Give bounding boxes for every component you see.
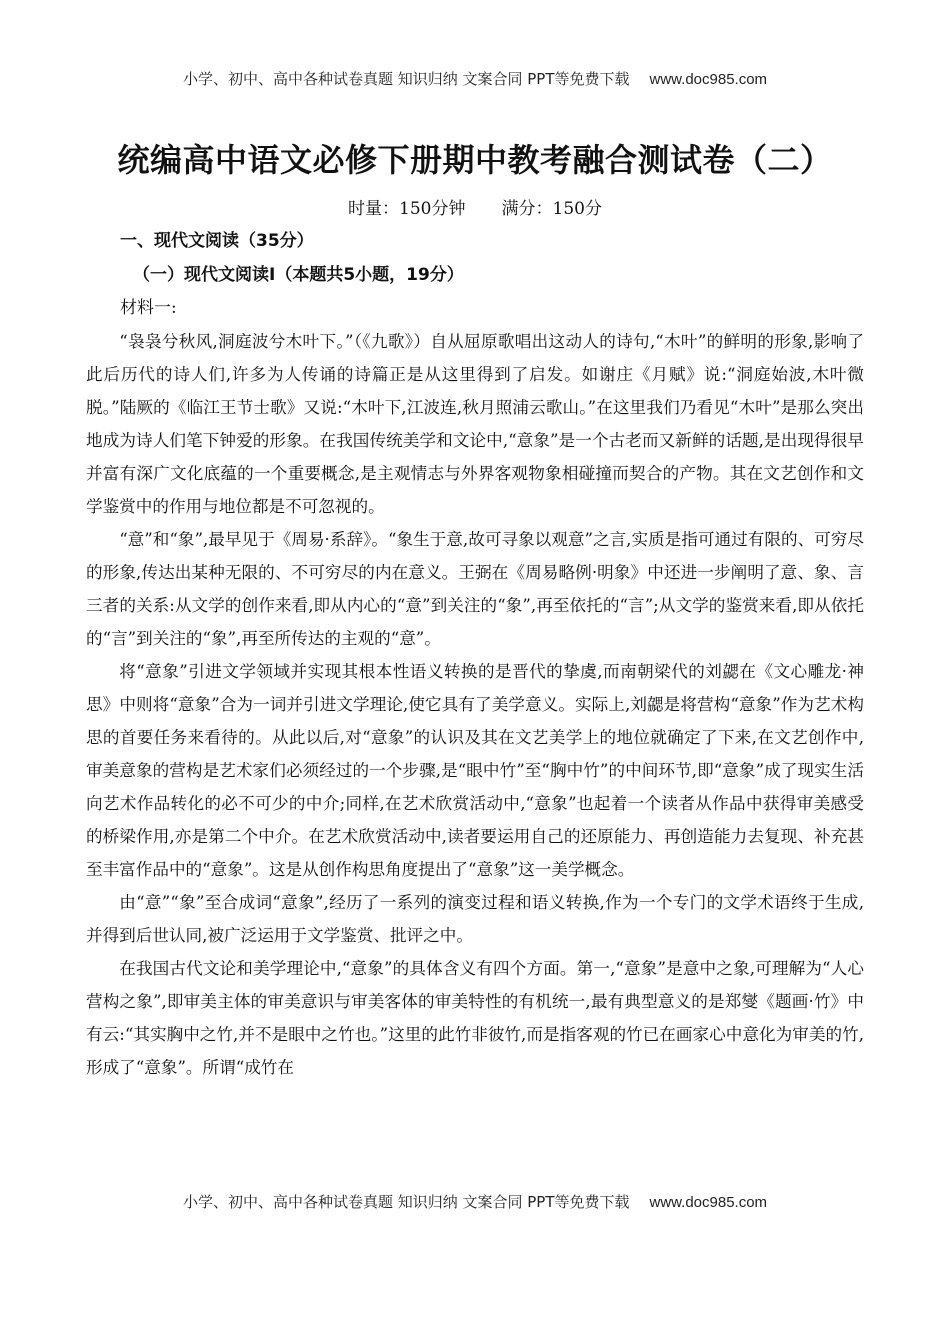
paragraph: 将“意象”引进文学领域并实现其根本性语义转换的是晋代的挚虞,而南朝梁代的刘勰在《文心雕龙·神思》中则将“意象”合为一词并引进文学理论,使它具有了美学意义。实际上,刘勰是将营构“意象”作为艺术构思的首要任务来看待的。从此以后,对“意象”的认识及其在文艺美学上的地位就确定了下来,在文艺创作中,审美意象的营构是艺术家们必须经过的一个步骤,是“眼中竹”至“胸中竹”的中间环节,即“意象”成了现实生活向艺术作品转化的必不可少的中介;同样,在艺术欣赏活动中,“意象”也起着一个读者从作品中获得审美感受的桥梁作用,亦是第二个中介。在艺术欣赏活动中,读者要运用自己的还原能力、再创造能力去复现、补充甚至丰富作品中的“意象”。这是从创作构思角度提出了“意象”这一美学概念。 bbox=[86, 662, 864, 879]
material-label: 材料一: bbox=[120, 298, 177, 318]
exam-time: 时量：150分钟 bbox=[348, 199, 466, 219]
exam-score: 满分：150分 bbox=[501, 199, 602, 219]
bottom-banner-site[interactable]: www.doc985.com bbox=[649, 1194, 768, 1211]
paragraph: “袅袅兮秋风,洞庭波兮木叶下。”（《九歌》）自从屈原歌唱出这动人的诗句,“木叶”的鲜明的形象,影响了此后历代的诗人们,许多为人传诵的诗篇正是从这里得到了启发。如谢庄《月赋》说:“洞庭始波,木叶微脱。”陆厥的《临江王节士歌》又说:“木叶下,江波连,秋月照浦云歌山。”在这里我们乃看见“木叶”是那么突出地成为诗人们笔下钟爱的形象。在我国传统美学和文论中,“意象”是一个古老而又新鲜的话题,是出现得很早并富有深广文化底蕴的一个重要概念,是主观情志与外界客观物象相碰撞而契合的产物。其在文艺创作和文学鉴赏中的作用与地位都是不可忽视的。 bbox=[86, 332, 864, 516]
passage-body bbox=[86, 325, 864, 1084]
bottom-banner bbox=[0, 1192, 950, 1213]
top-banner bbox=[0, 69, 950, 90]
paragraph: 在我国古代文论和美学理论中,“意象”的具体含义有四个方面。第一,“意象”是意中之象,可理解为“人心营构之象”,即审美主体的审美意识与审美客体的审美特性的有机统一,最有典型意义的是郑燮《题画·竹》中有云:“其实胸中之竹,并不是眼中之竹也。”这里的此竹非彼竹,而是指客观的竹已在画家心中意化为审美的竹,形成了“意象”。所谓“成竹在 bbox=[86, 959, 864, 1077]
paragraph: “意”和“象”,最早见于《周易·系辞》。“象生于意,故可寻象以观意”之言,实质是指可通过有限的、可穷尽的形象,传达出某种无限的、不可穷尽的内在意义。王弼在《周易略例·明象》中还进一步阐明了意、象、言三者的关系:从文学的创作来看,即从内心的“意”到关注的“象”,再至依托的“言”;从文学的鉴赏来看,即从依托的“言”到关注的“象”,再至所传达的主观的“意”。 bbox=[86, 530, 864, 648]
page-title: 统编高中语文必修下册期中教考融合测试卷（二） bbox=[117, 141, 833, 179]
section-heading: 一、现代文阅读（35分） bbox=[120, 231, 314, 251]
top-banner-text: 小学、初中、高中各种试卷真题 知识归纳 文案合同 PPT等免费下载 bbox=[182, 70, 630, 88]
exam-meta bbox=[0, 196, 950, 222]
top-banner-site[interactable]: www.doc985.com bbox=[649, 71, 768, 88]
subsection-heading: （一）现代文阅读Ⅰ（本题共5小题，19分） bbox=[133, 265, 464, 285]
bottom-banner-text: 小学、初中、高中各种试卷真题 知识归纳 文案合同 PPT等免费下载 bbox=[182, 1193, 630, 1211]
paragraph: 由“意”“象”至合成词“意象”,经历了一系列的演变过程和语义转换,作为一个专门的文学术语终于生成,并得到后世认同,被广泛运用于文学鉴赏、批评之中。 bbox=[86, 893, 864, 945]
